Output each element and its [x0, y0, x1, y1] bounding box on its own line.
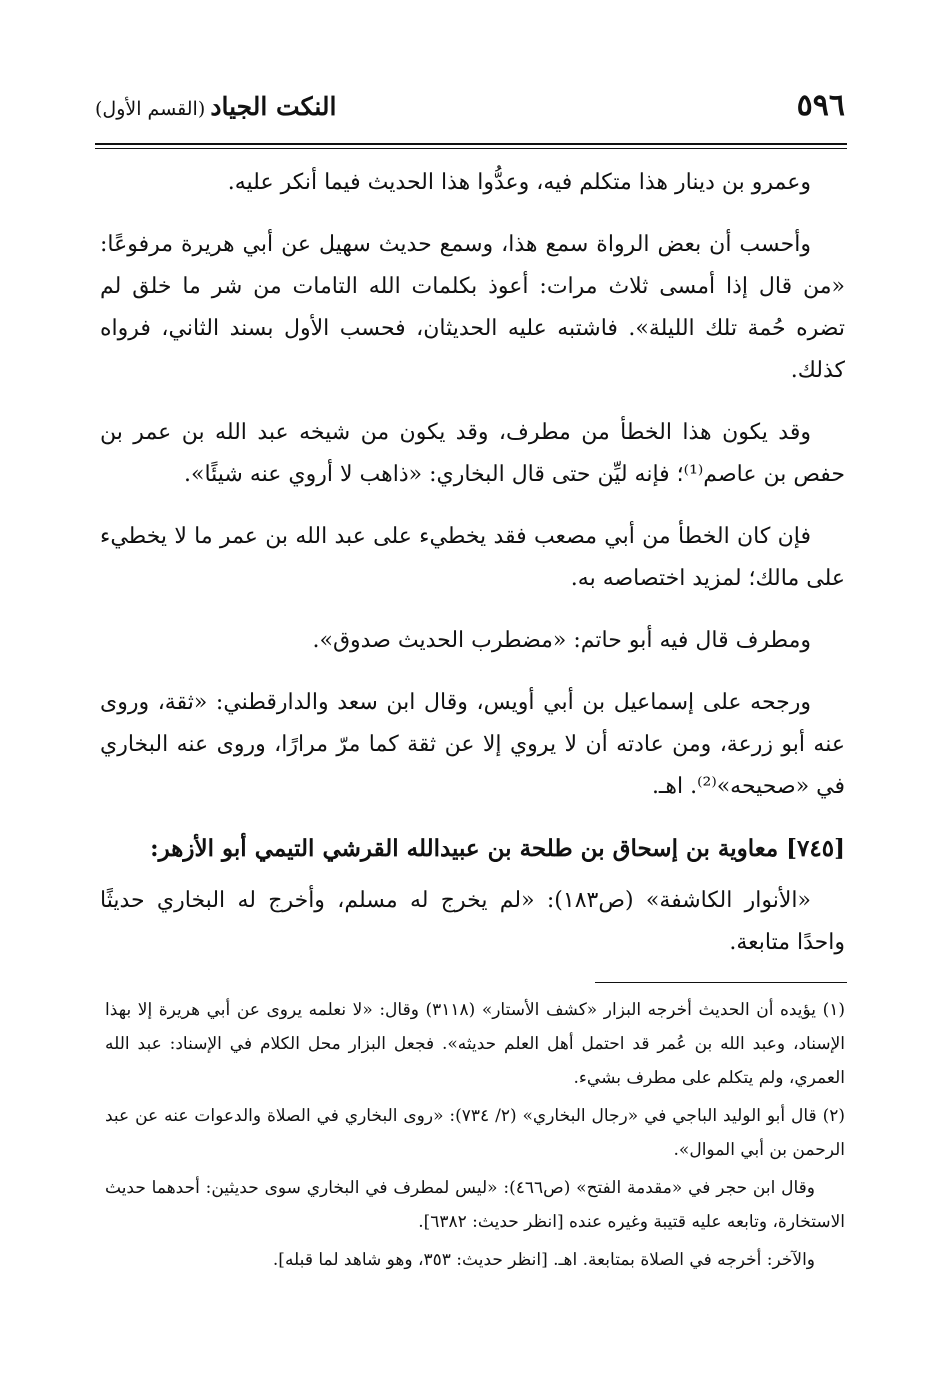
- entry-text: «الأنوار الكاشفة» (ص١٨٣): «لم يخرج له مسلم، وأخرج له البخاري حديثًا واحدًا متابعة.: [100, 888, 845, 955]
- footnote-1: (١) يؤيده أن الحديث أخرجه البزار «كشف الأستار» (٣١١٨) وقال: «لا نعلمه يروى عن أبي هريرة إلا بهذا الإسناد، وعبد الله بن عُمر قد احتمل أهل العلم حديثه». فجعل البزار محل الكلام في الإسناد: عبد الله العمري، ولم يتكلم على مطرف بشيء.: [105, 1000, 846, 1088]
- entry-heading: [٧٤٥] معاوية بن إسحاق بن طلحة بن عبيدالله القرشي التيمي أبو الأزهر:: [150, 835, 845, 862]
- paragraph: وعمرو بن دينار هذا متكلم فيه، وعدُّوا هذا الحديث فيما أنكر عليه.: [227, 170, 811, 195]
- page-number: ٥٩٦: [796, 88, 845, 123]
- header-rule-thin: [95, 148, 847, 149]
- header-rule-thick: [95, 143, 847, 145]
- paragraph: ورجحه على إسماعيل بن أبي أويس، وقال ابن سعد والدارقطني: «ثقة، وروى عنه أبو زرعة، ومن عادته أن لا يروي إلا عن ثقة كما مرّ مرارًا، وروى عنه البخاري في «صحيحه»⁽²⁾. اهـ.: [100, 690, 845, 799]
- main-text: [100, 162, 845, 984]
- footnote-2: (٢) قال أبو الوليد الباجي في «رجال البخاري» (٢/ ٧٣٤): «روى البخاري في الصلاة والدعوات عنه عن عبد الرحمن بن أبي الموال».: [105, 1106, 845, 1160]
- footnote-2-continuation: وقال ابن حجر في «مقدمة الفتح» (ص٤٦٦): «ليس لمطرف في البخاري سوى حديثين: أحدهما حديث الاستخارة، وتابعه عليه قتيبة وغيره عنده [انظر حديث: ٦٣٨٢].: [105, 1178, 845, 1232]
- book-title-main: النكت الجياد: [210, 92, 337, 121]
- book-title-part: (القسم الأول): [95, 98, 206, 120]
- footnote-separator: [595, 982, 847, 983]
- running-header: [95, 88, 845, 128]
- book-title: [95, 92, 337, 121]
- paragraph: وأحسب أن بعض الرواة سمع هذا، وسمع حديث سهيل عن أبي هريرة مرفوعًا: «من قال إذا أمسى ثلاث مرات: أعوذ بكلمات الله التامات من شر ما خلق لم تضره حُمة تلك الليلة». فاشتبه عليه الحديثان، فحسب الأول بسند الثاني، فرواه كذلك.: [100, 232, 845, 383]
- paragraph: ومطرف قال فيه أبو حاتم: «مضطرب الحديث صدوق».: [312, 628, 811, 653]
- paragraph: وقد يكون هذا الخطأ من مطرف، وقد يكون من شيخه عبد الله بن عمر بن حفص بن عاصم⁽¹⁾؛ فإنه ليِّن حتى قال البخاري: «ذاهب لا أروي عنه شيئًا».: [100, 420, 845, 487]
- footnotes: [105, 993, 845, 1281]
- paragraph: فإن كان الخطأ من أبي مصعب فقد يخطيء على عبد الله بن عمر ما لا يخطيء على مالك؛ لمزيد اختصاصه به.: [100, 524, 845, 591]
- footnote-2-continuation: والآخر: أخرجه في الصلاة بمتابعة. اهـ. [انظر حديث: ٣٥٣، وهو شاهد لما قبله].: [272, 1250, 815, 1270]
